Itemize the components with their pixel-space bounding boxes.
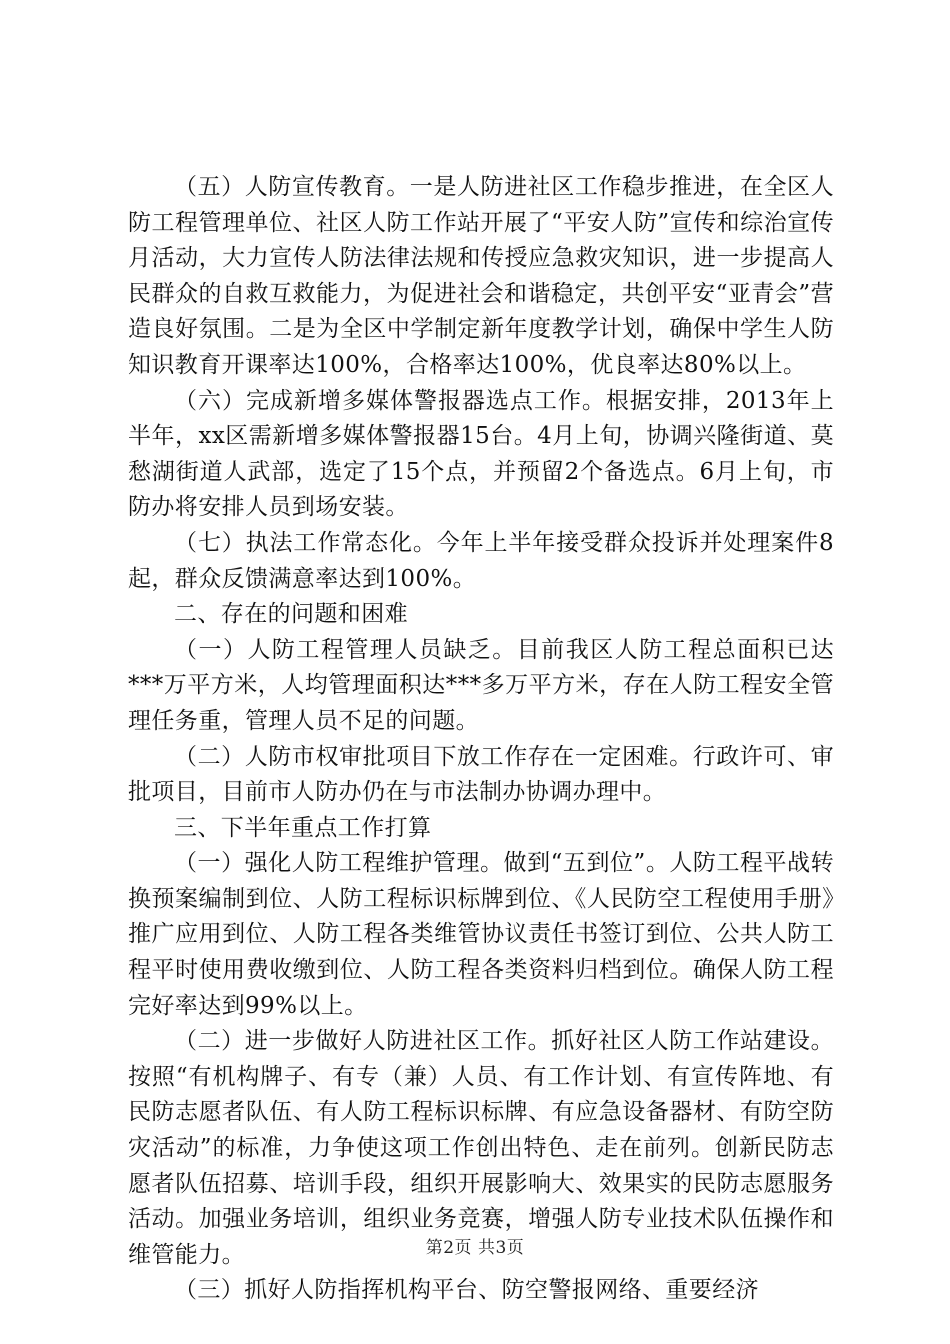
section-heading-problems: 二、存在的问题和困难 <box>174 601 408 628</box>
paragraph-community-work: （二）进一步做好人防进社区工作。抓好社区人防工作站建设。按照“有机构牌子、有专（兼）人员、有工作计划、有宣传阵地、有民防志愿者队伍、有人防工程标识标牌、有应急设备器材、有防空防灾活动”的标准，力争使这项工作创出特色、走在前列。创新民防志愿者队伍招募、培训手段，组织开展影响大、效果实的民防志愿服务活动。加强业务培训，组织业务竞赛，增强人防专业技术队伍操作和维管能力。 <box>128 1028 834 1268</box>
paragraph-staff-shortage: （一）人防工程管理人员缺乏。目前我区人防工程总面积已达***万平方米，人均管理面积达***多万平方米，存在人防工程安全管理任务重，管理人员不足的问题。 <box>128 636 834 734</box>
paragraph-alarm-site-selection: （六）完成新增多媒体警报器选点工作。根据安排，2013年上半年，xx区需新增多媒体警报器15台。4月上旬，协调兴隆街道、莫愁湖街道人武部，选定了15个点，并预留2个备选点。6月上旬，市防办将安排人员到场安装。 <box>128 387 834 521</box>
section-heading-plans: 三、下半年重点工作打算 <box>174 814 432 841</box>
paragraph-publicity-education: （五）人防宣传教育。一是人防进社区工作稳步推进，在全区人防工程管理单位、社区人防工作站开展了“平安人防”宣传和综治宣传月活动，大力宣传人防法律法规和传授应急救灾知识，进一步提高人民群众的自救互救能力，为促进社会和谐稳定，共创平安“亚青会”营造良好氛围。二是为全区中学制定新年度教学计划，确保中学生人防知识教育开课率达100%，合格率达100%，优良率达80%以上。 <box>128 174 834 378</box>
page-footer: 第2页 共3页 <box>425 1238 525 1258</box>
paragraph-law-enforcement: （七）执法工作常态化。今年上半年接受群众投诉并处理案件8起，群众反馈满意率达到100%。 <box>128 529 834 592</box>
document-body <box>128 170 834 1309</box>
paragraph-approval-delegation: （二）人防市权审批项目下放工作存在一定困难。行政许可、审批项目，目前市人防办仍在与市法制办协调办理中。 <box>128 743 834 806</box>
paragraph-command-platform: （三）抓好人防指挥机构平台、防空警报网络、重要经济 <box>174 1277 759 1304</box>
paragraph-maintenance-management: （一）强化人防工程维护管理。做到“五到位”。人防工程平战转换预案编制到位、人防工程标识标牌到位、《人民防空工程使用手册》推广应用到位、人防工程各类维管协议责任书签订到位、公共人防工程平时使用费收缴到位、人防工程各类资料归档到位。确保人防工程完好率达到99%以上。 <box>128 850 834 1019</box>
